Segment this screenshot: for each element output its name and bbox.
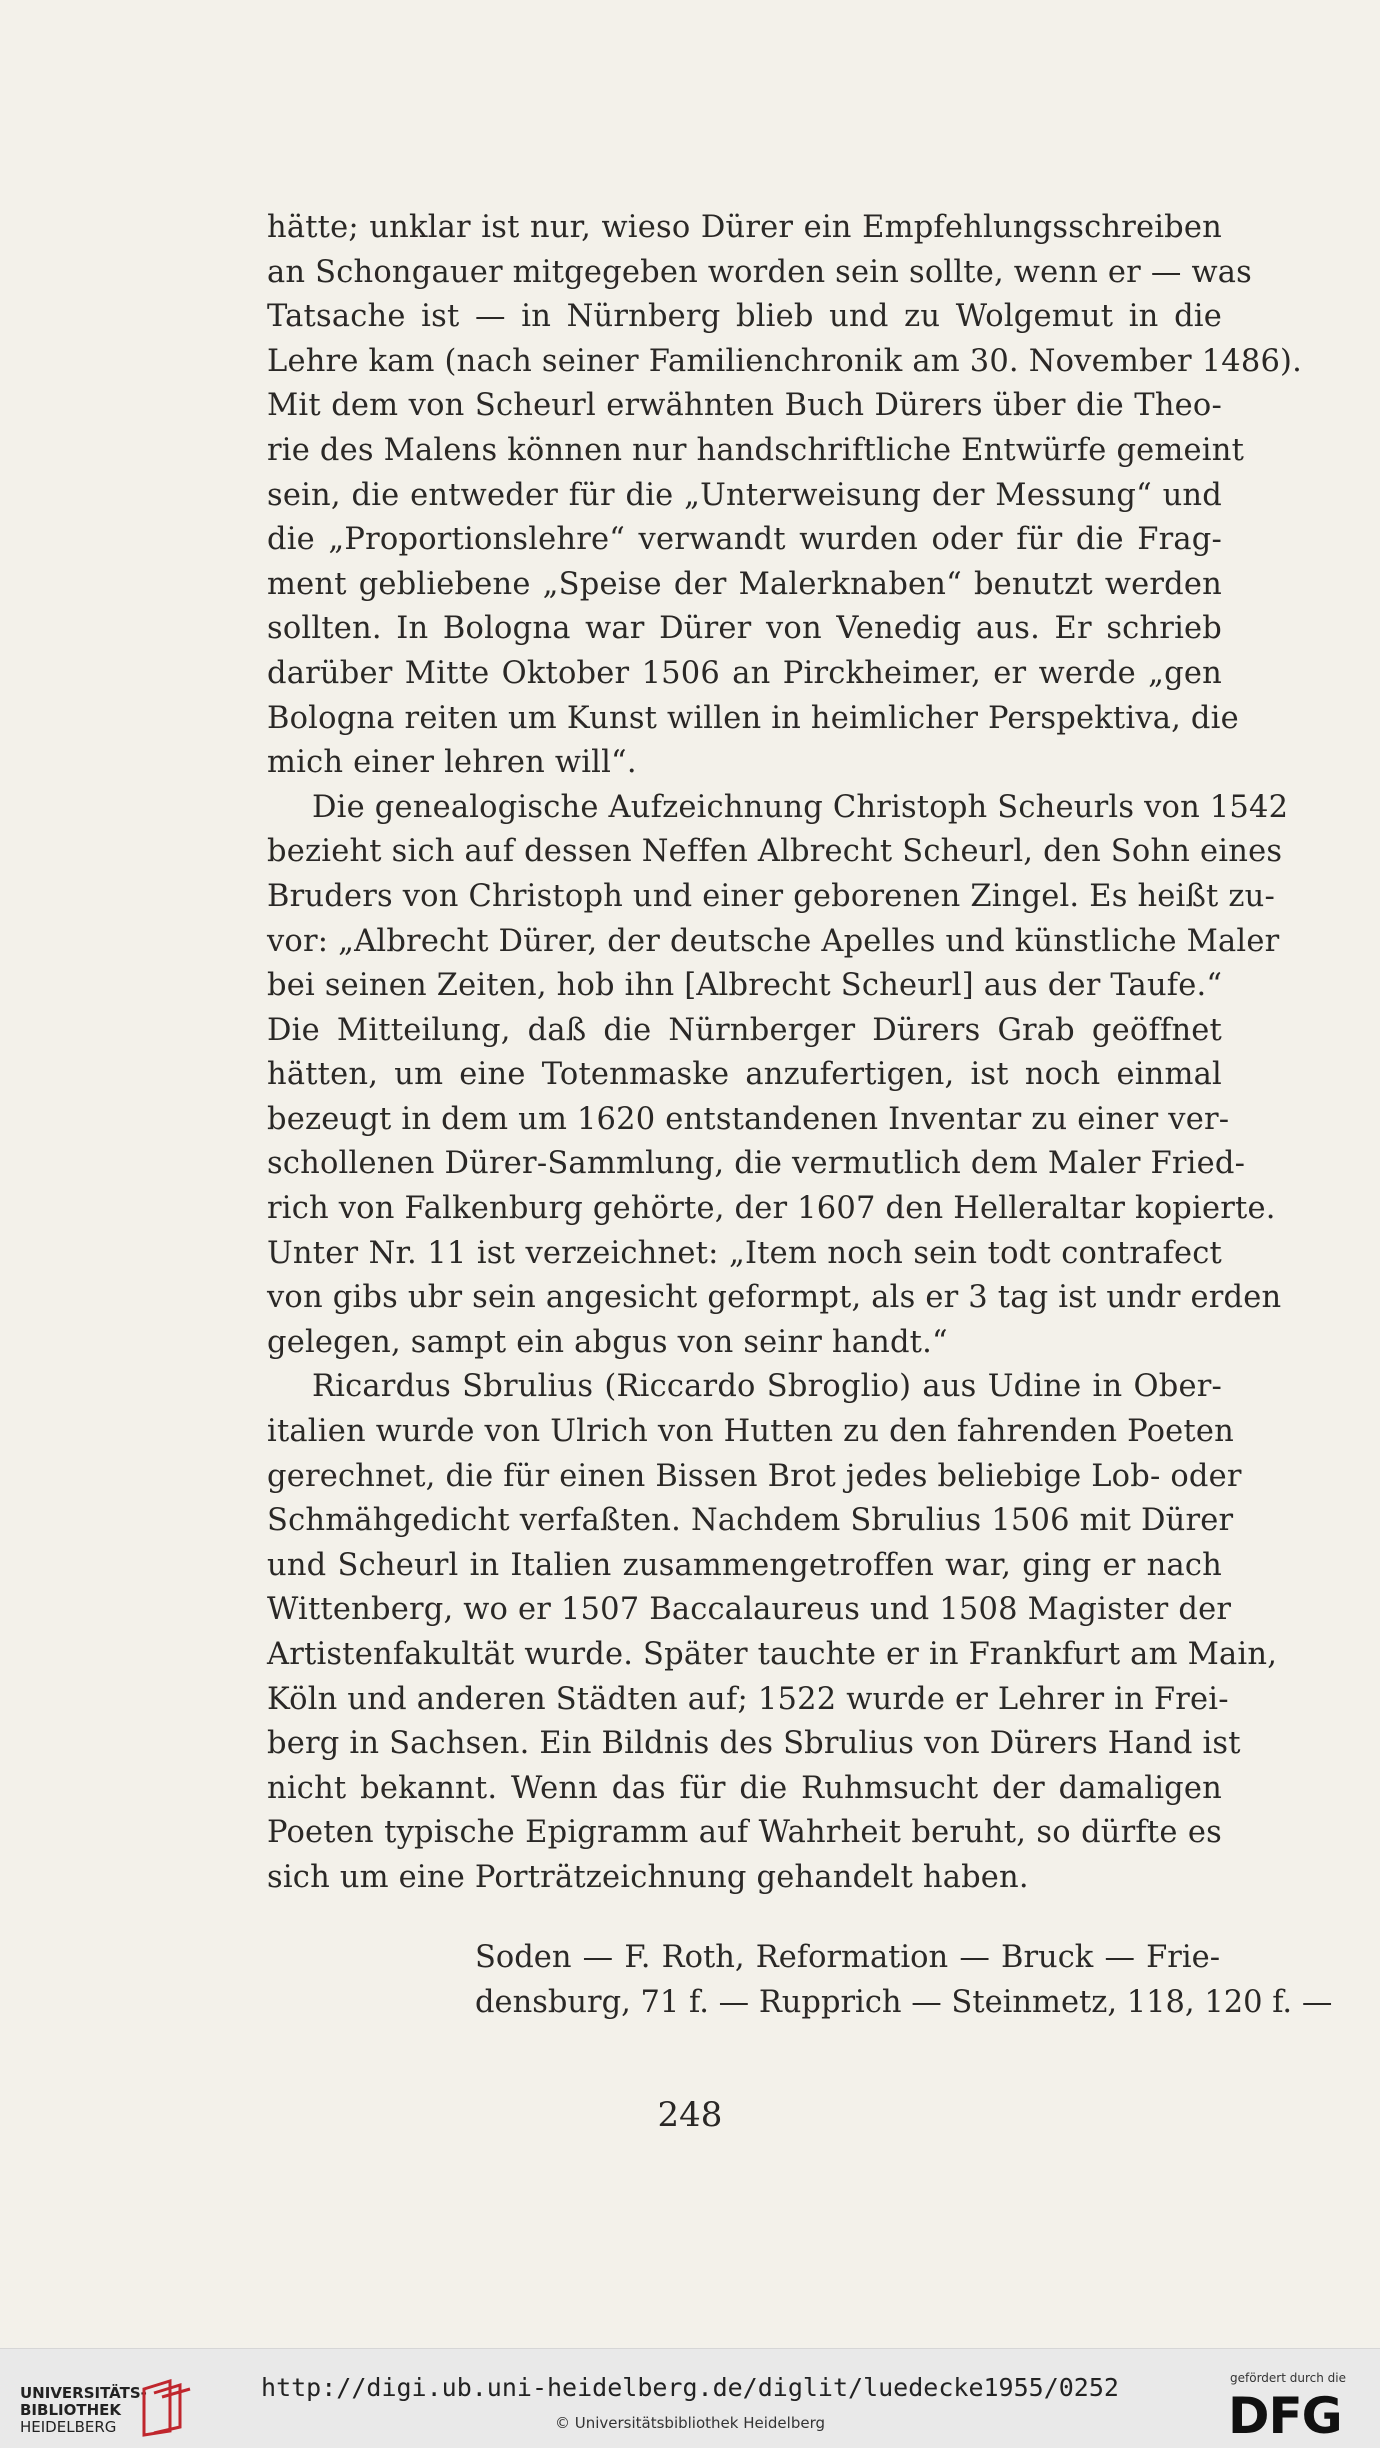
- funded-by-label: gefördert durch die: [1230, 2371, 1346, 2385]
- page-number: 248: [657, 2095, 723, 2135]
- copyright-notice: © Universitätsbibliothek Heidelberg: [554, 2414, 825, 2432]
- text-line: Bruders von Christoph und einer geborenen Zingel. Es heißt zu-: [267, 878, 1276, 914]
- text-line: bezieht sich auf dessen Neffen Albrecht Scheurl, den Sohn eines: [267, 834, 1283, 870]
- text-line: hätten, um eine Totenmaske anzufertigen, ist noch einmal: [267, 1057, 1222, 1093]
- text-line: Mit dem von Scheurl erwähnten Buch Dürers über die Theo-: [267, 388, 1222, 424]
- text-line: Unter Nr. 11 ist verzeichnet: „Item noch sein todt contrafect: [267, 1235, 1222, 1271]
- text-line: Tatsache ist — in Nürnberg blieb und zu Wolgemut in die: [267, 299, 1222, 335]
- dfg-logo[interactable]: DFG: [1228, 2387, 1342, 2445]
- text-line: mich einer lehren will“.: [267, 745, 637, 781]
- text-line: italien wurde von Ulrich von Hutten zu den fahrenden Poeten: [267, 1414, 1234, 1450]
- text-line: bezeugt in dem um 1620 entstandenen Inventar zu einer ver-: [267, 1101, 1230, 1137]
- text-line: rich von Falkenburg gehörte, der 1607 den Helleraltar kopierte.: [267, 1191, 1276, 1227]
- reference-line: Soden — F. Roth, Reformation — Bruck — Frie-: [475, 1940, 1220, 1975]
- text-line: ment gebliebene „Speise der Malerknaben“ benutzt werden: [267, 566, 1222, 602]
- text-line: vor: „Albrecht Dürer, der deutsche Apelles und künstliche Maler: [267, 923, 1280, 959]
- paragraph-2: [267, 786, 1289, 1366]
- text-line: rie des Malens können nur handschriftliche Entwürfe gemeint: [267, 432, 1245, 468]
- text-line: Wittenberg, wo er 1507 Baccalaureus und 1508 Magister der: [267, 1592, 1232, 1628]
- text-line: schollenen Dürer-Sammlung, die vermutlich dem Maler Fried-: [267, 1146, 1246, 1182]
- text-line: bei seinen Zeiten, hob ihn [Albrecht Scheurl] aus der Taufe.“: [267, 968, 1223, 1004]
- text-line: Bologna reiten um Kunst willen in heimlicher Perspektiva, die: [267, 700, 1239, 736]
- library-name-line: UNIVERSITÄTS-: [20, 2384, 147, 2402]
- references: [475, 1935, 1333, 2025]
- text-line: Schmähgedicht verfaßten. Nachdem Sbrulius 1506 mit Dürer: [267, 1503, 1234, 1539]
- text-line: Ricardus Sbrulius (Riccardo Sbroglio) aus Udine in Ober-: [312, 1369, 1222, 1405]
- body-text: [267, 206, 1303, 1901]
- text-line: Die Mitteilung, daß die Nürnberger Dürers Grab geöffnet: [267, 1012, 1222, 1048]
- library-name-line: BIBLIOTHEK: [20, 2401, 121, 2419]
- library-name-line: HEIDELBERG: [20, 2418, 117, 2436]
- text-line: Poeten typische Epigramm auf Wahrheit beruht, so dürfte es: [267, 1815, 1222, 1851]
- text-line: sollten. In Bologna war Dürer von Venedig aus. Er schrieb: [267, 611, 1222, 647]
- text-line: hätte; unklar ist nur, wieso Dürer ein Empfehlungsschreiben: [267, 210, 1222, 245]
- paragraph-3: [267, 1365, 1278, 1900]
- text-line: berg in Sachsen. Ein Bildnis des Sbrulius von Dürers Hand ist: [267, 1726, 1241, 1762]
- text-line: gelegen, sampt ein abgus von seinr handt.“: [267, 1324, 948, 1360]
- text-line: nicht bekannt. Wenn das für die Ruhmsucht der damaligen: [267, 1770, 1222, 1806]
- text-line: an Schongauer mitgegeben worden sein sollte, wenn er — was: [267, 254, 1252, 290]
- text-line: Köln und anderen Städten auf; 1522 wurde er Lehrer in Frei-: [267, 1681, 1229, 1717]
- text-line: sein, die entweder für die „Unterweisung der Messung“ und: [267, 477, 1222, 513]
- text-line: von gibs ubr sein angesicht geformpt, als er 3 tag ist undr erden: [267, 1280, 1282, 1316]
- text-line: sich um eine Porträtzeichnung gehandelt haben.: [267, 1859, 1029, 1895]
- text-line: darüber Mitte Oktober 1506 an Pirckheimer, er werde „gen: [267, 655, 1222, 691]
- text-line: Artistenfakultät wurde. Später tauchte er in Frankfurt am Main,: [267, 1637, 1278, 1672]
- paragraph-1: [267, 206, 1303, 786]
- footer-bar: [0, 2348, 1380, 2448]
- text-line: gerechnet, die für einen Bissen Brot jedes beliebige Lob- oder: [267, 1458, 1242, 1494]
- text-line: und Scheurl in Italien zusammengetroffen war, ging er nach: [267, 1547, 1222, 1583]
- text-line: die „Proportionslehre“ verwandt wurden oder für die Frag-: [267, 522, 1222, 558]
- reference-line: densburg, 71 f. — Rupprich — Steinmetz, 118, 120 f. —: [475, 1985, 1333, 2020]
- text-line: Die genealogische Aufzeichnung Christoph Scheurls von 1542: [312, 789, 1289, 825]
- document-url-link[interactable]: http://digi.ub.uni-heidelberg.de/diglit/luedecke1955/0252: [261, 2373, 1119, 2402]
- text-line: Lehre kam (nach seiner Familienchronik am 30. November 1486).: [267, 343, 1303, 379]
